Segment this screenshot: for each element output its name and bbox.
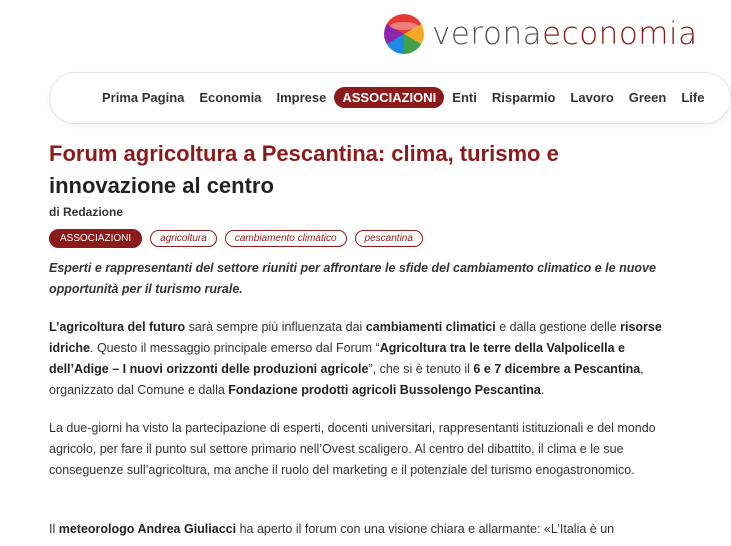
article-tags xyxy=(49,229,431,248)
logo-text-part2: economia xyxy=(542,16,698,52)
p1-bold-6: Fondazione prodotti agricoli Bussolengo Pescantina xyxy=(228,383,541,397)
nav-item-imprese[interactable]: Imprese xyxy=(276,90,327,105)
logo-globe-icon xyxy=(384,14,424,54)
p3-text-2: ha aperto il forum con una visione chiara e allarmante: «L’Italia è un xyxy=(236,522,615,536)
article-title xyxy=(49,138,649,202)
tag-pescantina[interactable]: pescantina xyxy=(355,230,423,247)
nav-item-green[interactable]: Green xyxy=(628,90,667,105)
p3-bold-1: meteorologo Andrea Giuliacci xyxy=(58,522,237,536)
article-paragraph-1 xyxy=(49,317,674,401)
article-paragraph-2: La due-giorni ha visto la partecipazione di esperti, docenti universitari, rappresentanti istituzionali e del mondo agricolo, per fare il punto sul settore primario nell’Ovest scaligero. Al centro del dibattito, il clima e le sue conseguenze sull’agricoltura, ma anche il ruolo del marketing e il potenziale del turismo enogastronomico. xyxy=(49,421,656,477)
p1-text-6: . xyxy=(540,383,545,397)
logo-wordmark xyxy=(432,14,698,54)
site-logo[interactable] xyxy=(384,14,698,54)
article-byline: di Redazione xyxy=(49,205,124,219)
nav-items xyxy=(102,87,719,108)
p3-text-1: Il xyxy=(49,522,59,536)
nav-item-lavoro[interactable]: Lavoro xyxy=(570,90,614,105)
p1-text-2: e dalla gestione delle xyxy=(495,320,621,334)
p1-text-5: , organizzato dal Comune e dalla xyxy=(49,362,644,397)
p1-bold-4: Agricoltura tra le terre della Valpolicella e dell’Adige – I nuovi orizzonti delle produzioni agricole xyxy=(49,341,625,376)
p1-bold-3: risorse idriche xyxy=(49,320,662,355)
logo-text-part1: verona xyxy=(432,16,543,52)
nav-item-life[interactable]: Life xyxy=(681,90,705,105)
nav-item-enti[interactable]: Enti xyxy=(452,90,477,105)
tag-associazioni[interactable]: ASSOCIAZIONI xyxy=(49,229,142,248)
p1-text-3: . Questo il messaggio principale emerso dal Forum “ xyxy=(90,341,380,355)
nav-item-risparmio[interactable]: Risparmio xyxy=(491,90,556,105)
article-paragraph-3 xyxy=(49,519,674,540)
p1-bold-2: cambiamenti climatici xyxy=(365,320,496,334)
p1-text-1: sarà sempre più influenzata dai xyxy=(185,320,366,334)
tag-agricoltura[interactable]: agricoltura xyxy=(150,230,217,247)
nav-item-associazioni[interactable]: ASSOCIAZIONI xyxy=(334,87,444,108)
p1-bold-1: L’agricoltura del futuro xyxy=(49,320,186,334)
p1-text-4: ”, che si è tenuto il xyxy=(368,362,474,376)
article-title-line2: innovazione al centro xyxy=(49,173,274,198)
article-lead: Esperti e rappresentanti del settore riuniti per affrontare le sfide del cambiamento climatico e le nuove opportunità per il turismo rurale. xyxy=(49,261,656,296)
nav-item-economia[interactable]: Economia xyxy=(199,90,262,105)
p1-bold-5: 6 e 7 dicembre a Pescantina xyxy=(473,362,641,376)
article-title-line1: Forum agricoltura a Pescantina: clima, turismo e xyxy=(49,141,559,166)
nav-item-prima-pagina[interactable]: Prima Pagina xyxy=(102,90,185,105)
tag-cambiamento-climatico[interactable]: cambiamento climatico xyxy=(225,230,347,247)
main-navigation xyxy=(49,72,731,124)
